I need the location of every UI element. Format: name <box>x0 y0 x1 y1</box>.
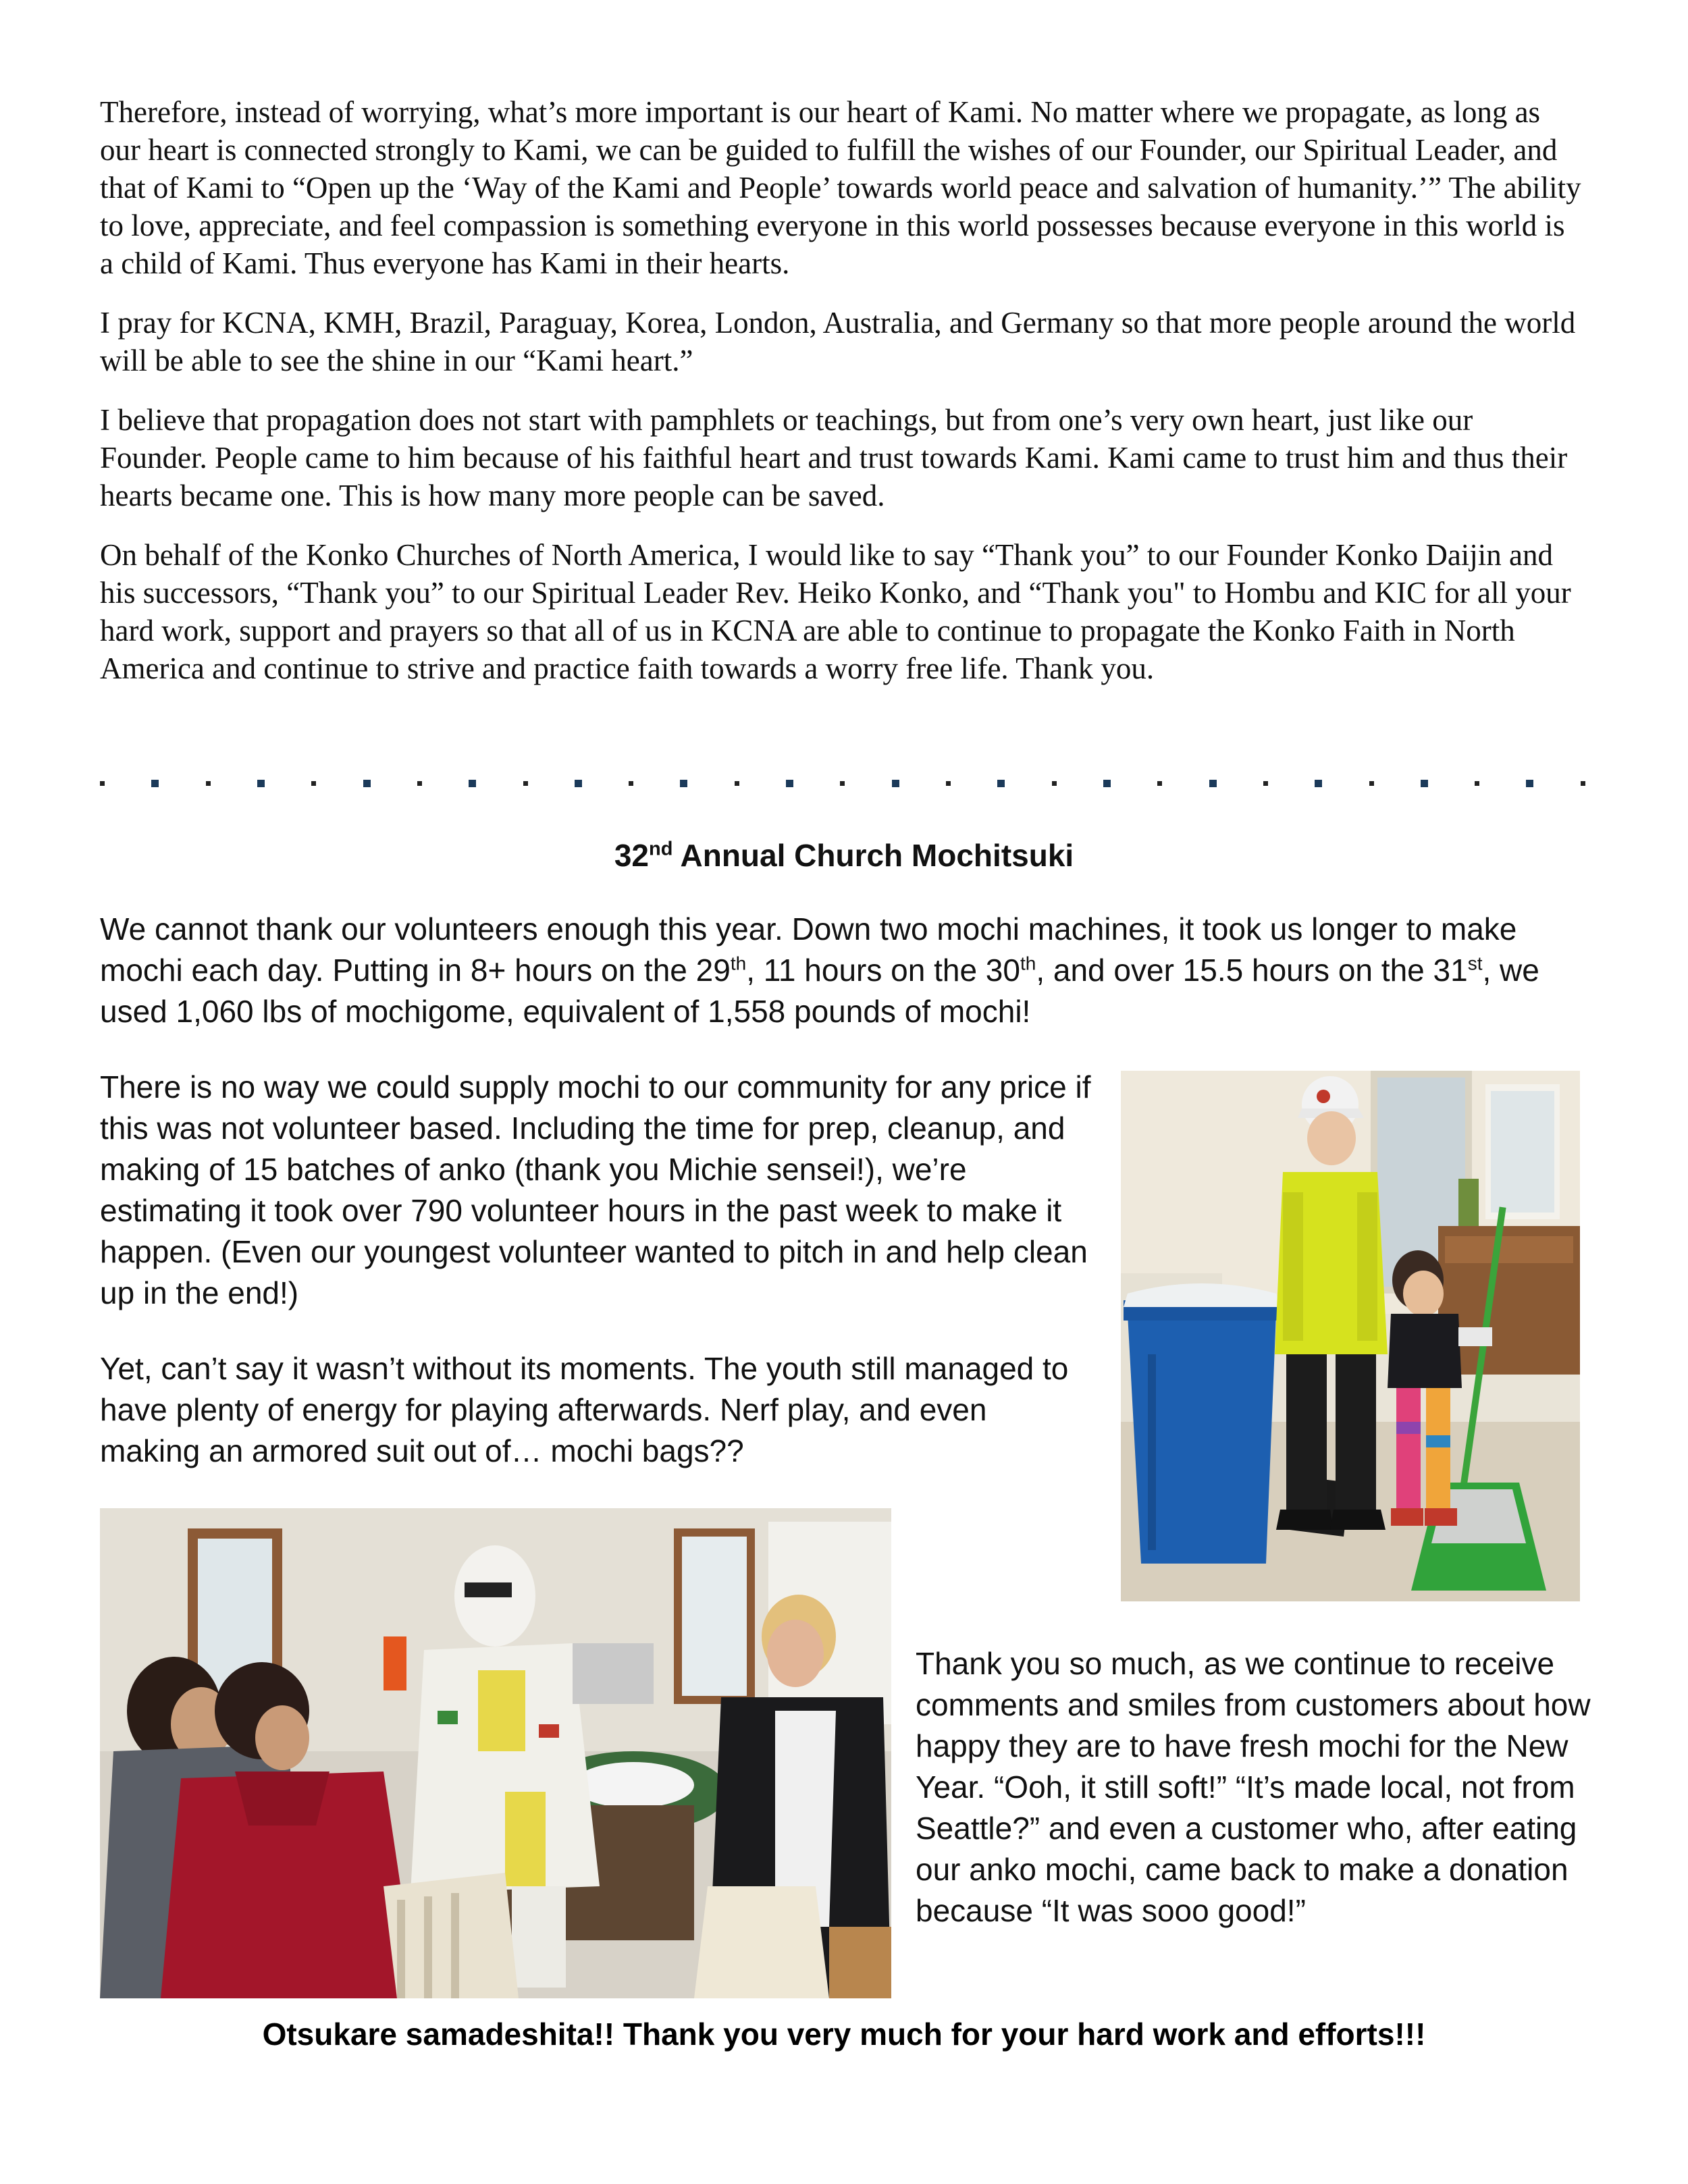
paragraph-volunteers <box>100 909 1599 1032</box>
intro-text-1: We cannot thank our volunteers enough this year. Down two mochi machines, it took us longer to make mochi each day. Putting in 8+ hours on the 29 <box>100 911 1517 988</box>
divider-dot <box>946 781 951 786</box>
intro-text-4: , we used 1,060 lbs of mochigome, equivalent of 1,558 pounds of mochi! <box>100 953 1539 1029</box>
dotted-divider <box>100 776 1585 790</box>
divider-dot <box>257 780 265 787</box>
divider-dot <box>1369 781 1374 786</box>
divider-dot <box>151 780 159 787</box>
photo-mochi-bag-suit <box>100 1508 891 1998</box>
divider-dot <box>1052 781 1057 786</box>
divider-dot <box>1263 781 1268 786</box>
divider-dot <box>469 780 476 787</box>
divider-dot <box>892 780 899 787</box>
divider-dot <box>1475 781 1479 786</box>
title-ordinal: nd <box>648 838 673 860</box>
article-title <box>0 837 1688 874</box>
paragraph-propagation: I believe that propagation does not start with pamphlets or teachings, but from one’s very own heart, just like our Founder. People came to him because of his faithful heart and trust towards Kami. Kami came to trust him and thus their hearts became one. This is how many more people can be saved. <box>100 403 1568 512</box>
title-number: 32 <box>614 838 649 873</box>
photo-cleanup-volunteers <box>1121 1071 1580 1601</box>
divider-dot <box>1209 780 1217 787</box>
paragraph-supply: There is no way we could supply mochi to our community for any price if this was not volunteer based. Including the time for prep, cleanup, and making of 15 batches of anko (thank you Michie sensei!), we’re estimating it took over 790 volunteer hours in the past week to make it happen. (Even our youngest volunteer wanted to pitch in and help clean up in the end!) <box>100 1069 1091 1310</box>
divider-dot <box>997 780 1005 787</box>
divider-dot <box>417 781 422 786</box>
title-text: Annual Church Mochitsuki <box>672 838 1074 873</box>
divider-dot <box>523 781 528 786</box>
divider-dot <box>1103 780 1111 787</box>
divider-dot <box>735 781 739 786</box>
divider-dot <box>575 780 582 787</box>
intro-ordinal-3: st <box>1467 953 1483 974</box>
divider-dot <box>680 780 687 787</box>
divider-dot <box>363 780 371 787</box>
top-section <box>100 93 1585 709</box>
divider-dot <box>1421 780 1428 787</box>
divider-dot <box>1581 781 1585 786</box>
divider-dot <box>629 781 633 786</box>
intro-ordinal-1: th <box>730 953 747 974</box>
divider-dot <box>311 781 316 786</box>
paragraph-thank-you: On behalf of the Konko Churches of North America, I would like to say “Thank you” to our Founder Konko Daijin and his successors, “Thank you” to our Spiritual Leader Rev. Heiko Konko, and “Thank you" to Hombu and KIC for all your hard work, support and prayers so that all of us in KCNA are able to continue to propagate the Konko Faith in North America and continue to strive and practice faith towards a worry free life. Thank you. <box>100 538 1571 685</box>
paragraph-heart-of-kami: Therefore, instead of worrying, what’s more important is our heart of Kami. No matter where we propagate, as long as our heart is connected strongly to Kami, we can be guided to fulfill the wishes of our Founder, our Spiritual Leader, and that of Kami to “Open up the ‘Way of the Kami and People’ towards world peace and salvation of humanity.’” The ability to love, appreciate, and feel compassion is something everyone in this world possesses because everyone in this world is a child of Kami. Thus everyone has Kami in their hearts. <box>100 95 1581 280</box>
divider-dot <box>206 781 211 786</box>
paragraph-moments: Yet, can’t say it wasn’t without its moments. The youth still managed to have plenty of energy for playing afterwards. Nerf play, and even making an armored suit out of… mochi bags?? <box>100 1351 1069 1468</box>
intro-text-2: , 11 hours on the 30 <box>746 953 1020 988</box>
divider-dot <box>1157 781 1162 786</box>
paragraph-customer-thanks: Thank you so much, as we continue to receive comments and smiles from customers about how happy they are to have fresh mochi for the New Year. “Ooh, it still soft!” “It’s made local, not from Seattle?” and even a customer who, after eating our anko mochi, came back to make a donation because “It was sooo good!” <box>916 1646 1591 1928</box>
divider-dot <box>1315 780 1322 787</box>
divider-dot <box>100 781 105 786</box>
divider-dot <box>840 781 845 786</box>
divider-dot <box>786 780 793 787</box>
paragraph-prayer: I pray for KCNA, KMH, Brazil, Paraguay, Korea, London, Australia, and Germany so that more people around the world will be able to see the shine in our “Kami heart.” <box>100 306 1576 377</box>
closing-message: Otsukare samadeshita!! Thank you very much for your hard work and efforts!!! <box>262 2017 1426 2052</box>
divider-dot <box>1526 780 1533 787</box>
intro-text-3: , and over 15.5 hours on the 31 <box>1036 953 1468 988</box>
intro-ordinal-2: th <box>1020 953 1036 974</box>
